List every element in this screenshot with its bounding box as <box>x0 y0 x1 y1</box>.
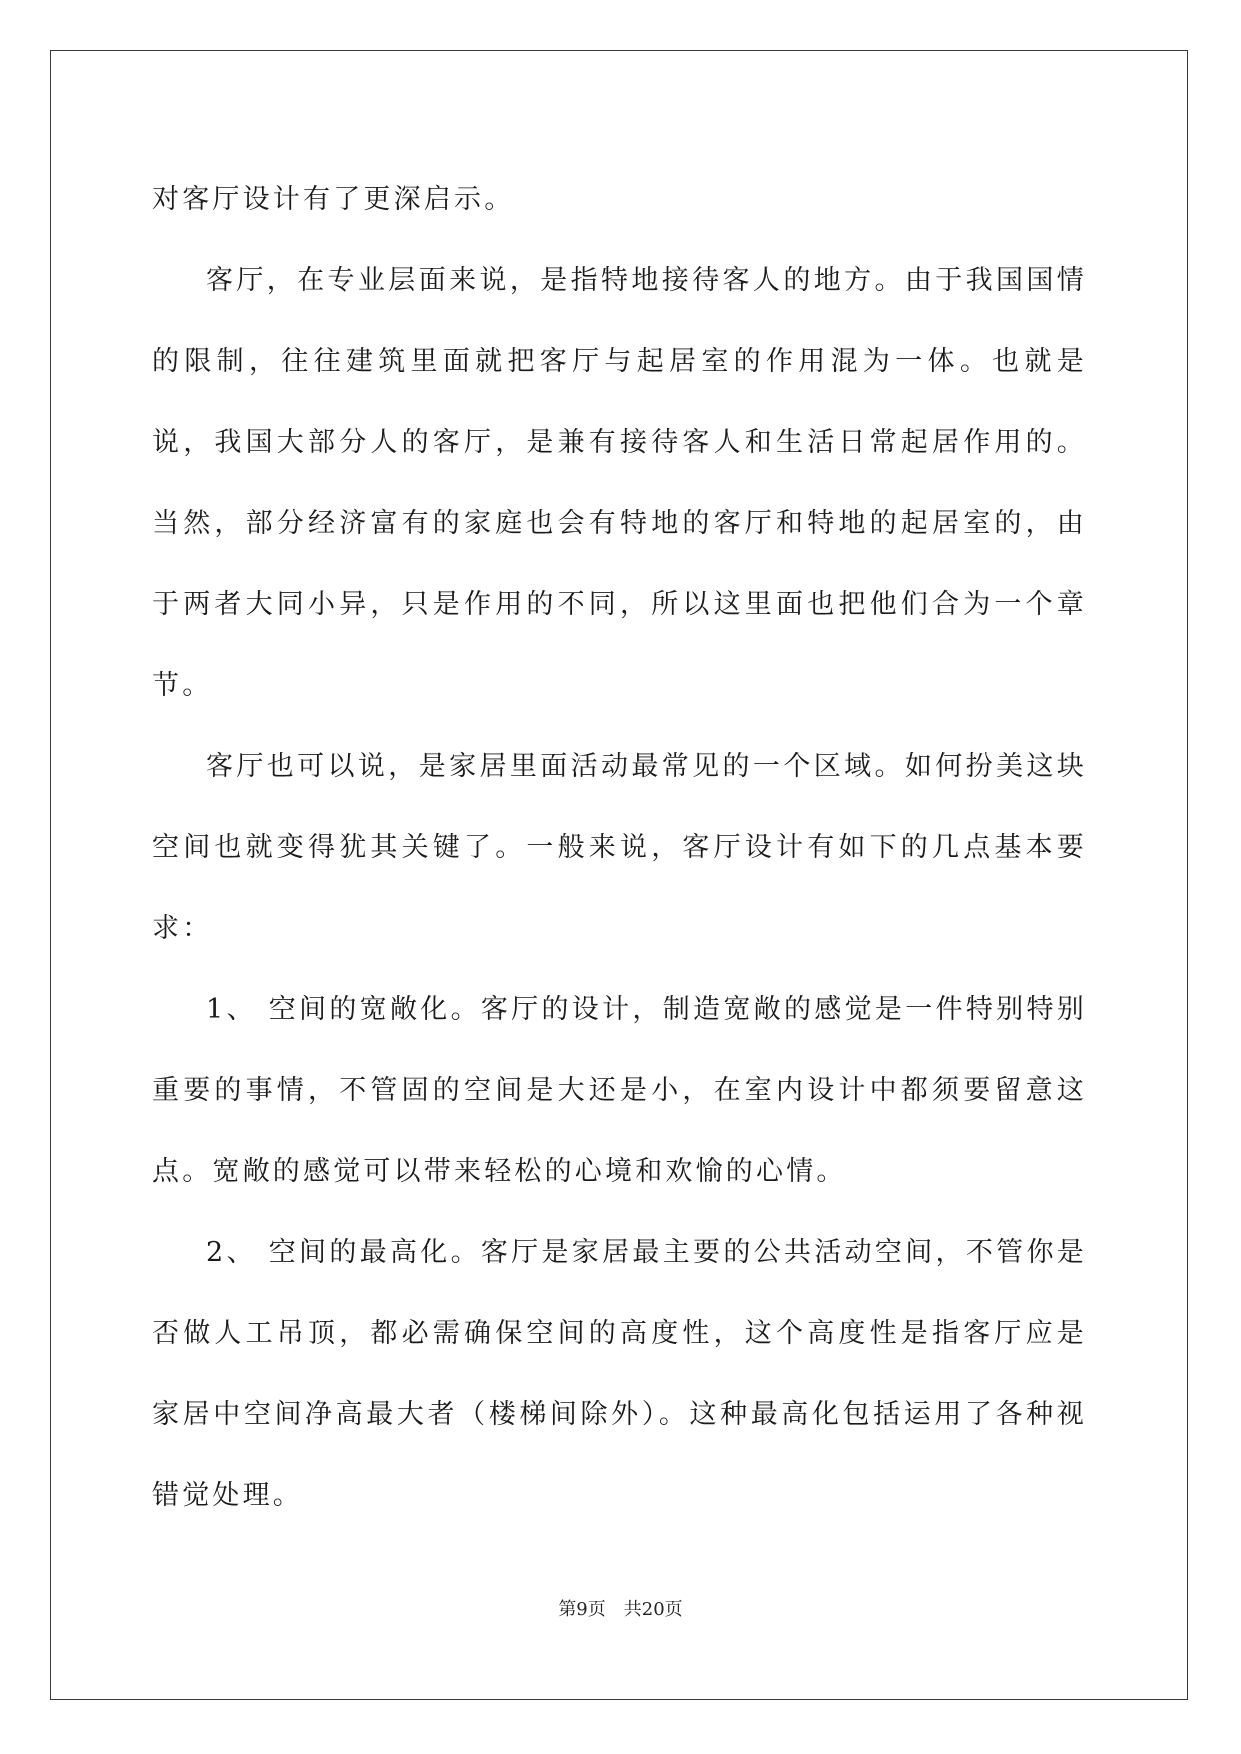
document-body <box>152 159 1087 1536</box>
page-number-current: 第9页 <box>558 1599 606 1620</box>
page-number-total: 共20页 <box>623 1599 683 1620</box>
list-item-height: 2、 空间的最高化。客厅是家居最主要的公共活动空间，不管你是否做人工吊顶，都必需确保空间的高度性，这个高度性是指客厅应是家居中空间净高最大者（楼梯间除外）。这种最高化包括运用了各种视错觉处理。 <box>152 1237 1087 1511</box>
page-footer <box>0 1595 1241 1621</box>
list-item-spaciousness: 1、 空间的宽敞化。客厅的设计，制造宽敞的感觉是一件特别特别重要的事情，不管固的空间是大还是小，在室内设计中都须要留意这点。宽敞的感觉可以带来轻松的心境和欢愉的心情。 <box>152 994 1087 1187</box>
paragraph-continuation: 对客厅设计有了更深启示。 <box>152 184 515 215</box>
paragraph-living-room-definition: 客厅，在专业层面来说，是指特地接待客人的地方。由于我国国情的限制，往往建筑里面就把客厅与起居室的作用混为一体。也就是说，我国大部分人的客厅，是兼有接待客人和生活日常起居作用的。当然，部分经济富有的家庭也会有特地的客厅和特地的起居室的，由于两者大同小异，只是作用的不同，所以这里面也把他们合为一个章节。 <box>152 265 1087 701</box>
paragraph-basic-requirements: 客厅也可以说，是家居里面活动最常见的一个区域。如何扮美这块空间也就变得犹其关键了。一般来说，客厅设计有如下的几点基本要求： <box>152 751 1087 944</box>
